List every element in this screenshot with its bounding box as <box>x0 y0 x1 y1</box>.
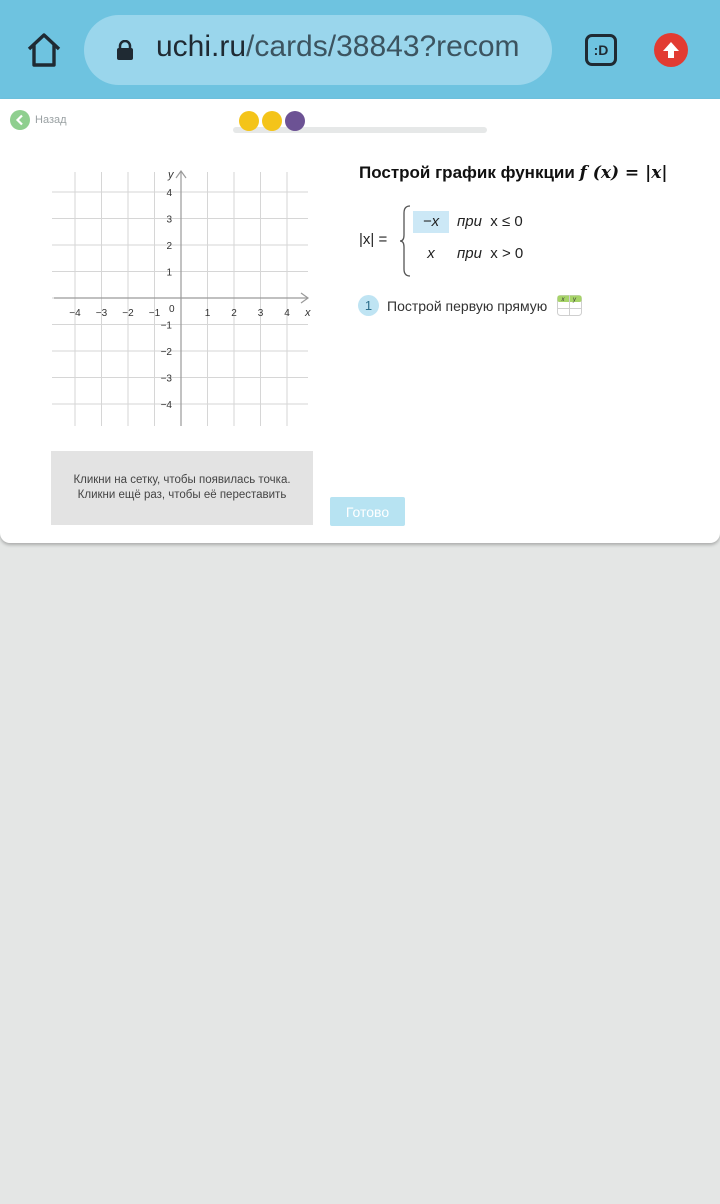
lock-icon <box>116 40 134 60</box>
back-label: Назад <box>35 114 67 126</box>
x-tick-label: −4 <box>69 308 81 319</box>
y-tick-label: 4 <box>166 188 172 199</box>
table-icon-y: y <box>573 297 577 303</box>
case1-word: при <box>457 213 482 230</box>
x-tick-label: 4 <box>284 308 290 319</box>
y-tick-label: −3 <box>160 373 172 385</box>
done-button[interactable]: Готово <box>330 497 405 526</box>
back-button[interactable] <box>10 110 67 130</box>
task-card <box>0 99 720 543</box>
url-domain: uchi.ru <box>156 30 247 63</box>
x-axis-label: x <box>305 307 311 319</box>
hint-line: Кликни ещё раз, чтобы её переставить <box>77 489 287 501</box>
case2-value: x <box>427 245 435 262</box>
table-icon[interactable] <box>557 295 582 316</box>
x-tick-label: −2 <box>122 308 134 319</box>
back-icon <box>10 110 30 130</box>
origin-label: 0 <box>169 304 175 315</box>
home-icon[interactable] <box>24 30 64 70</box>
y-tick-label: 2 <box>166 241 172 252</box>
step-item <box>358 295 582 316</box>
case1-relation: x ≤ 0 <box>490 213 523 230</box>
x-tick-label: −1 <box>148 308 161 319</box>
x-tick-label: 3 <box>257 308 264 319</box>
progress-dot <box>285 111 305 131</box>
x-tick-label: 2 <box>231 308 237 319</box>
case2-condition <box>457 243 523 265</box>
task-title <box>359 163 668 183</box>
case2-relation: x > 0 <box>490 245 524 262</box>
step-label: Построй первую прямую <box>387 297 548 314</box>
hint-line: Кликни на сетку, чтобы появилась точка. <box>73 474 291 486</box>
piecewise-formula <box>359 201 619 281</box>
browser-toolbar <box>0 0 720 99</box>
x-tick-label: −3 <box>95 308 108 319</box>
table-icon-x: x <box>561 297 565 303</box>
step-number: 1 <box>358 295 379 316</box>
update-button[interactable] <box>654 33 688 67</box>
y-tick-label: −1 <box>160 320 172 332</box>
brace-icon <box>399 205 411 277</box>
coordinate-grid[interactable] <box>50 166 314 432</box>
hint-box <box>51 451 313 525</box>
address-bar[interactable] <box>84 15 552 85</box>
url-text <box>156 30 520 64</box>
y-tick-label: −4 <box>160 400 172 411</box>
title-formula: f (x) = |x| <box>579 163 668 183</box>
case1-value: −x <box>413 211 449 233</box>
y-axis-label: y <box>168 169 174 181</box>
x-tick-label: 1 <box>204 308 211 319</box>
case1-condition <box>457 211 523 233</box>
y-tick-label: −2 <box>160 347 172 358</box>
progress-dot <box>262 111 282 131</box>
tab-switcher-button[interactable]: :D <box>585 34 617 66</box>
url-path: /cards/38843?recom <box>246 30 520 63</box>
arrow-up-icon <box>661 40 681 60</box>
title-text: Построй график функции <box>359 163 580 182</box>
progress-dot <box>239 111 259 131</box>
case2-word: при <box>457 245 482 262</box>
y-tick-label: 3 <box>166 214 172 226</box>
formula-lhs: |x| = <box>359 231 388 248</box>
y-tick-label: 1 <box>166 267 172 279</box>
